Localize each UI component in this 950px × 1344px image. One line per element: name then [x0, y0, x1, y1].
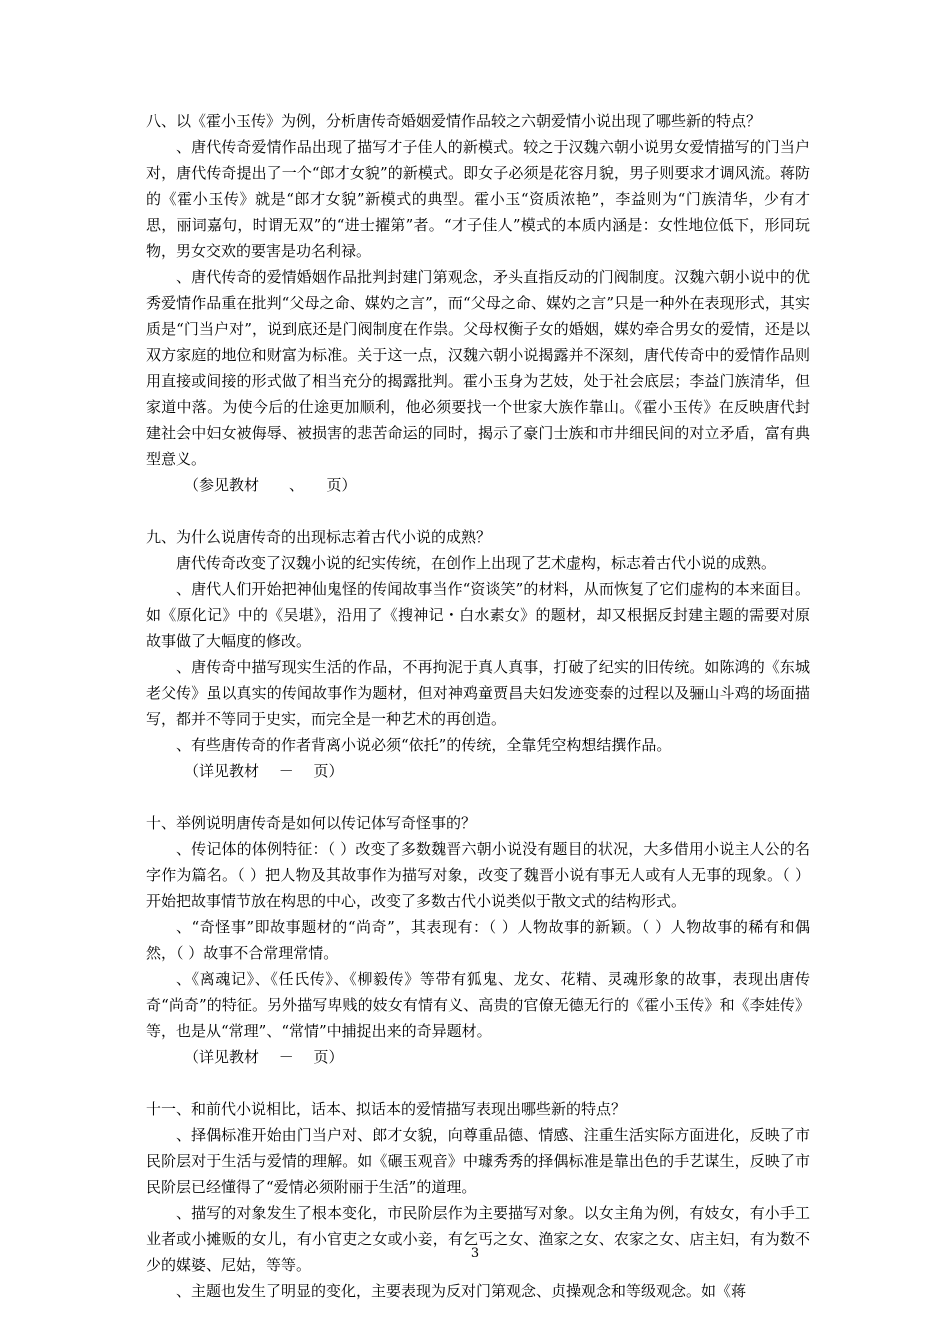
section-10: [146, 810, 810, 1070]
question-heading: 十一、和前代小说相比，话本、拟话本的爱情描写表现出哪些新的特点？: [146, 1100, 627, 1118]
paragraph: 、主题也发生了明显的变化，主要表现为反对门第观念、贞操观念和等级观念。如《蒋: [176, 1282, 747, 1300]
paragraph: 、唐代人们开始把神仙鬼怪的传闻故事当作“资谈笑”的材料，从而恢复了它们虚构的本来面目。如《原化记》中的《吴堪》，沿用了《搜神记・白水素女》的题材，却又根据反封建主题的需要对原故事做了大幅度的修改。: [146, 580, 810, 650]
textbook-reference: （详见教材 － 页）: [184, 1048, 344, 1066]
textbook-reference: （参见教材 、 页）: [184, 476, 357, 494]
question-heading: 八、以《霍小玉传》为例，分析唐传奇婚姻爱情作品较之六朝爱情小说出现了哪些新的特点？: [146, 112, 762, 130]
paragraph: 、传记体的体例特征：（ ）改变了多数魏晋六朝小说没有题目的状况，大多借用小说主人公的名字作为篇名。（ ）把人物及其故事作为描写对象，改变了魏晋小说有事无人或有人无事的现象。（ ）开始把故事情节放在构思的中心，改变了多数古代小说类似于散文式的结构形式。: [146, 840, 810, 910]
section-8: [146, 108, 810, 498]
paragraph: 、唐代传奇的爱情婚姻作品批判封建门第观念，矛头直指反动的门阀制度。汉魏六朝小说中的优秀爱情作品重在批判“父母之命、媒妁之言”，而“父母之命、媒妁之言”只是一种外在表现形式，其实质是“门当户对”，说到底还是门阀制度在作祟。父母权衡子女的婚姻，媒妁牵合男女的爱情，还是以双方家庭的地位和财富为标准。关于这一点，汉魏六朝小说揭露并不深刻，唐代传奇中的爱情作品则用直接或间接的形式做了相当充分的揭露批判。霍小玉身为艺妓，处于社会底层；李益门族清华，但家道中落。为使今后的仕途更加顺利，他必须要找一个世家大族作靠山。《霍小玉传》在反映唐代封建社会中妇女被侮辱、被损害的悲苦命运的同时，揭示了豪门士族和市井细民间的对立矛盾，富有典型意义。: [146, 268, 810, 468]
document-body: [146, 108, 810, 1330]
paragraph: 、描写的对象发生了根本变化，市民阶层作为主要描写对象。以女主角为例，有妓女，有小手工业者或小摊贩的女儿，有小官吏之女或小妾，有乞丐之女、渔家之女、农家之女、店主妇，有为数不少的媒婆、尼姑，等等。: [146, 1204, 810, 1274]
paragraph: 、“奇怪事”即故事题材的“尚奇”，其表现有：（ ）人物故事的新颖。（ ）人物故事的稀有和偶然，（ ）故事不合常理常情。: [146, 918, 810, 962]
paragraph: 、有些唐传奇的作者背离小说必须“依托”的传统，全靠凭空构想结撰作品。: [176, 736, 672, 754]
paragraph: 、择偶标准开始由门当户对、郎才女貌，向尊重品德、情感、注重生活实际方面进化，反映了市民阶层对于生活与爱情的理解。如《碾玉观音》中璩秀秀的择偶标准是靠出色的手艺谋生，反映了市民阶层已经懂得了“爱情必须附丽于生活”的道理。: [146, 1126, 810, 1196]
section-9: [146, 524, 810, 784]
textbook-reference: （详见教材 － 页）: [184, 762, 344, 780]
page-number: 3: [470, 1246, 480, 1261]
paragraph: 、《离魂记》、《任氏传》、《柳毅传》等带有狐鬼、龙女、花精、灵魂形象的故事，表现出唐传奇“尚奇”的特征。另外描写卑贱的妓女有情有义、高贵的官僚无德无行的《霍小玉传》和《李娃传》等，也是从“常理”、“常情”中捕捉出来的奇异题材。: [146, 970, 810, 1040]
paragraph: 、唐代传奇爱情作品出现了描写才子佳人的新模式。较之于汉魏六朝小说男女爱情描写的门当户对，唐代传奇提出了一个“郎才女貌”的新模式。即女子必须是花容月貌，男子则要求才调风流。蒋防的《霍小玉传》就是“郎才女貌”新模式的典型。霍小玉“资质浓艳”，李益则为“门族清华，少有才思，丽词嘉句，时谓无双”的“进士擢第”者。“才子佳人”模式的本质内涵是：女性地位低下，形同玩物，男女交欢的要害是功名利禄。: [146, 138, 810, 260]
section-11: [146, 1096, 810, 1304]
question-heading: 九、为什么说唐传奇的出现标志着古代小说的成熟？: [146, 528, 492, 546]
paragraph: 唐代传奇改变了汉魏小说的纪实传统，在创作上出现了艺术虚构，标志着古代小说的成熟。: [176, 554, 777, 572]
paragraph: 、唐传奇中描写现实生活的作品，不再拘泥于真人真事，打破了纪实的旧传统。如陈鸿的《东城老父传》虽以真实的传闻故事作为题材，但对神鸡童贾昌夫妇发迹变泰的过程以及骊山斗鸡的场面描写，都并不等同于史实，而完全是一种艺术的再创造。: [146, 658, 810, 728]
question-heading: 十、举例说明唐传奇是如何以传记体写奇怪事的？: [146, 814, 477, 832]
